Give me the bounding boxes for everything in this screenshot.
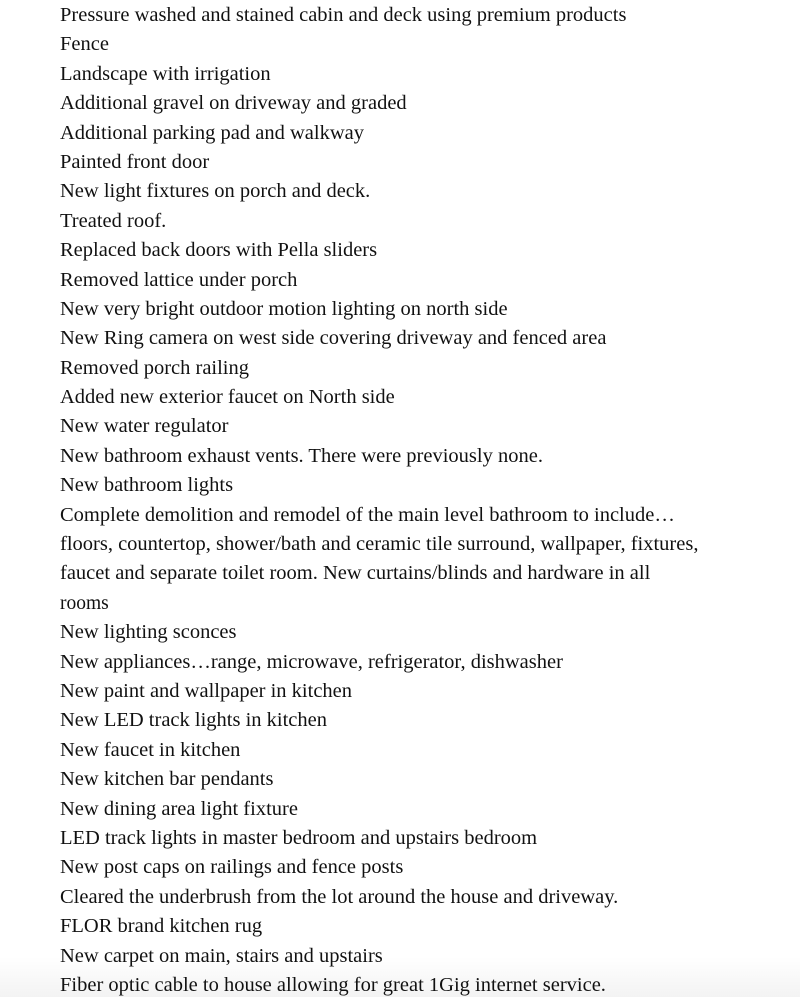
list-item: floors, countertop, shower/bath and ceramic tile surround, wallpaper, fixtures,: [60, 533, 699, 556]
list-item: Fence: [60, 33, 109, 56]
list-item: New bathroom lights: [60, 474, 234, 497]
list-item: Pressure washed and stained cabin and deck using premium products: [60, 4, 627, 26]
list-item: faucet and separate toilet room. New curtains/blinds and hardware in all: [60, 562, 651, 585]
list-item: New kitchen bar pendants: [60, 768, 274, 791]
list-item: Treated roof.: [60, 209, 167, 232]
list-item: Complete demolition and remodel of the main level bathroom to include…: [60, 503, 675, 526]
list-item: New carpet on main, stairs and upstairs: [60, 944, 383, 967]
list-item: New dining area light fixture: [60, 797, 298, 820]
list-item: Removed lattice under porch: [60, 268, 298, 291]
list-item: New very bright outdoor motion lighting on north side: [60, 297, 508, 320]
list-item: rooms: [60, 592, 109, 614]
list-item: Additional gravel on driveway and graded: [60, 92, 407, 115]
list-item: Removed porch railing: [60, 356, 250, 379]
list-item: Landscape with irrigation: [60, 62, 271, 85]
list-item: New LED track lights in kitchen: [60, 709, 328, 732]
list-item: New light fixtures on porch and deck.: [60, 180, 371, 203]
list-item: New water regulator: [60, 415, 229, 438]
list-item: Replaced back doors with Pella sliders: [60, 239, 378, 262]
improvements-list: [60, 1, 792, 1000]
list-item: Fiber optic cable to house allowing for great 1Gig internet service.: [60, 973, 606, 996]
list-item: New lighting sconces: [60, 621, 237, 644]
list-item: New faucet in kitchen: [60, 738, 241, 761]
list-item: Painted front door: [60, 150, 210, 173]
list-item: New bathroom exhaust vents. There were previously none.: [60, 444, 543, 467]
list-item: New paint and wallpaper in kitchen: [60, 679, 353, 702]
list-item: Added new exterior faucet on North side: [60, 386, 395, 409]
list-item: Additional parking pad and walkway: [60, 121, 365, 144]
list-item: Cleared the underbrush from the lot around the house and driveway.: [60, 885, 619, 908]
list-item: New post caps on railings and fence posts: [60, 856, 404, 879]
list-item: New Ring camera on west side covering driveway and fenced area: [60, 327, 607, 350]
list-item: New appliances…range, microwave, refrigerator, dishwasher: [60, 650, 563, 673]
list-item: FLOR brand kitchen rug: [60, 915, 263, 938]
list-item: LED track lights in master bedroom and upstairs bedroom: [60, 826, 538, 849]
